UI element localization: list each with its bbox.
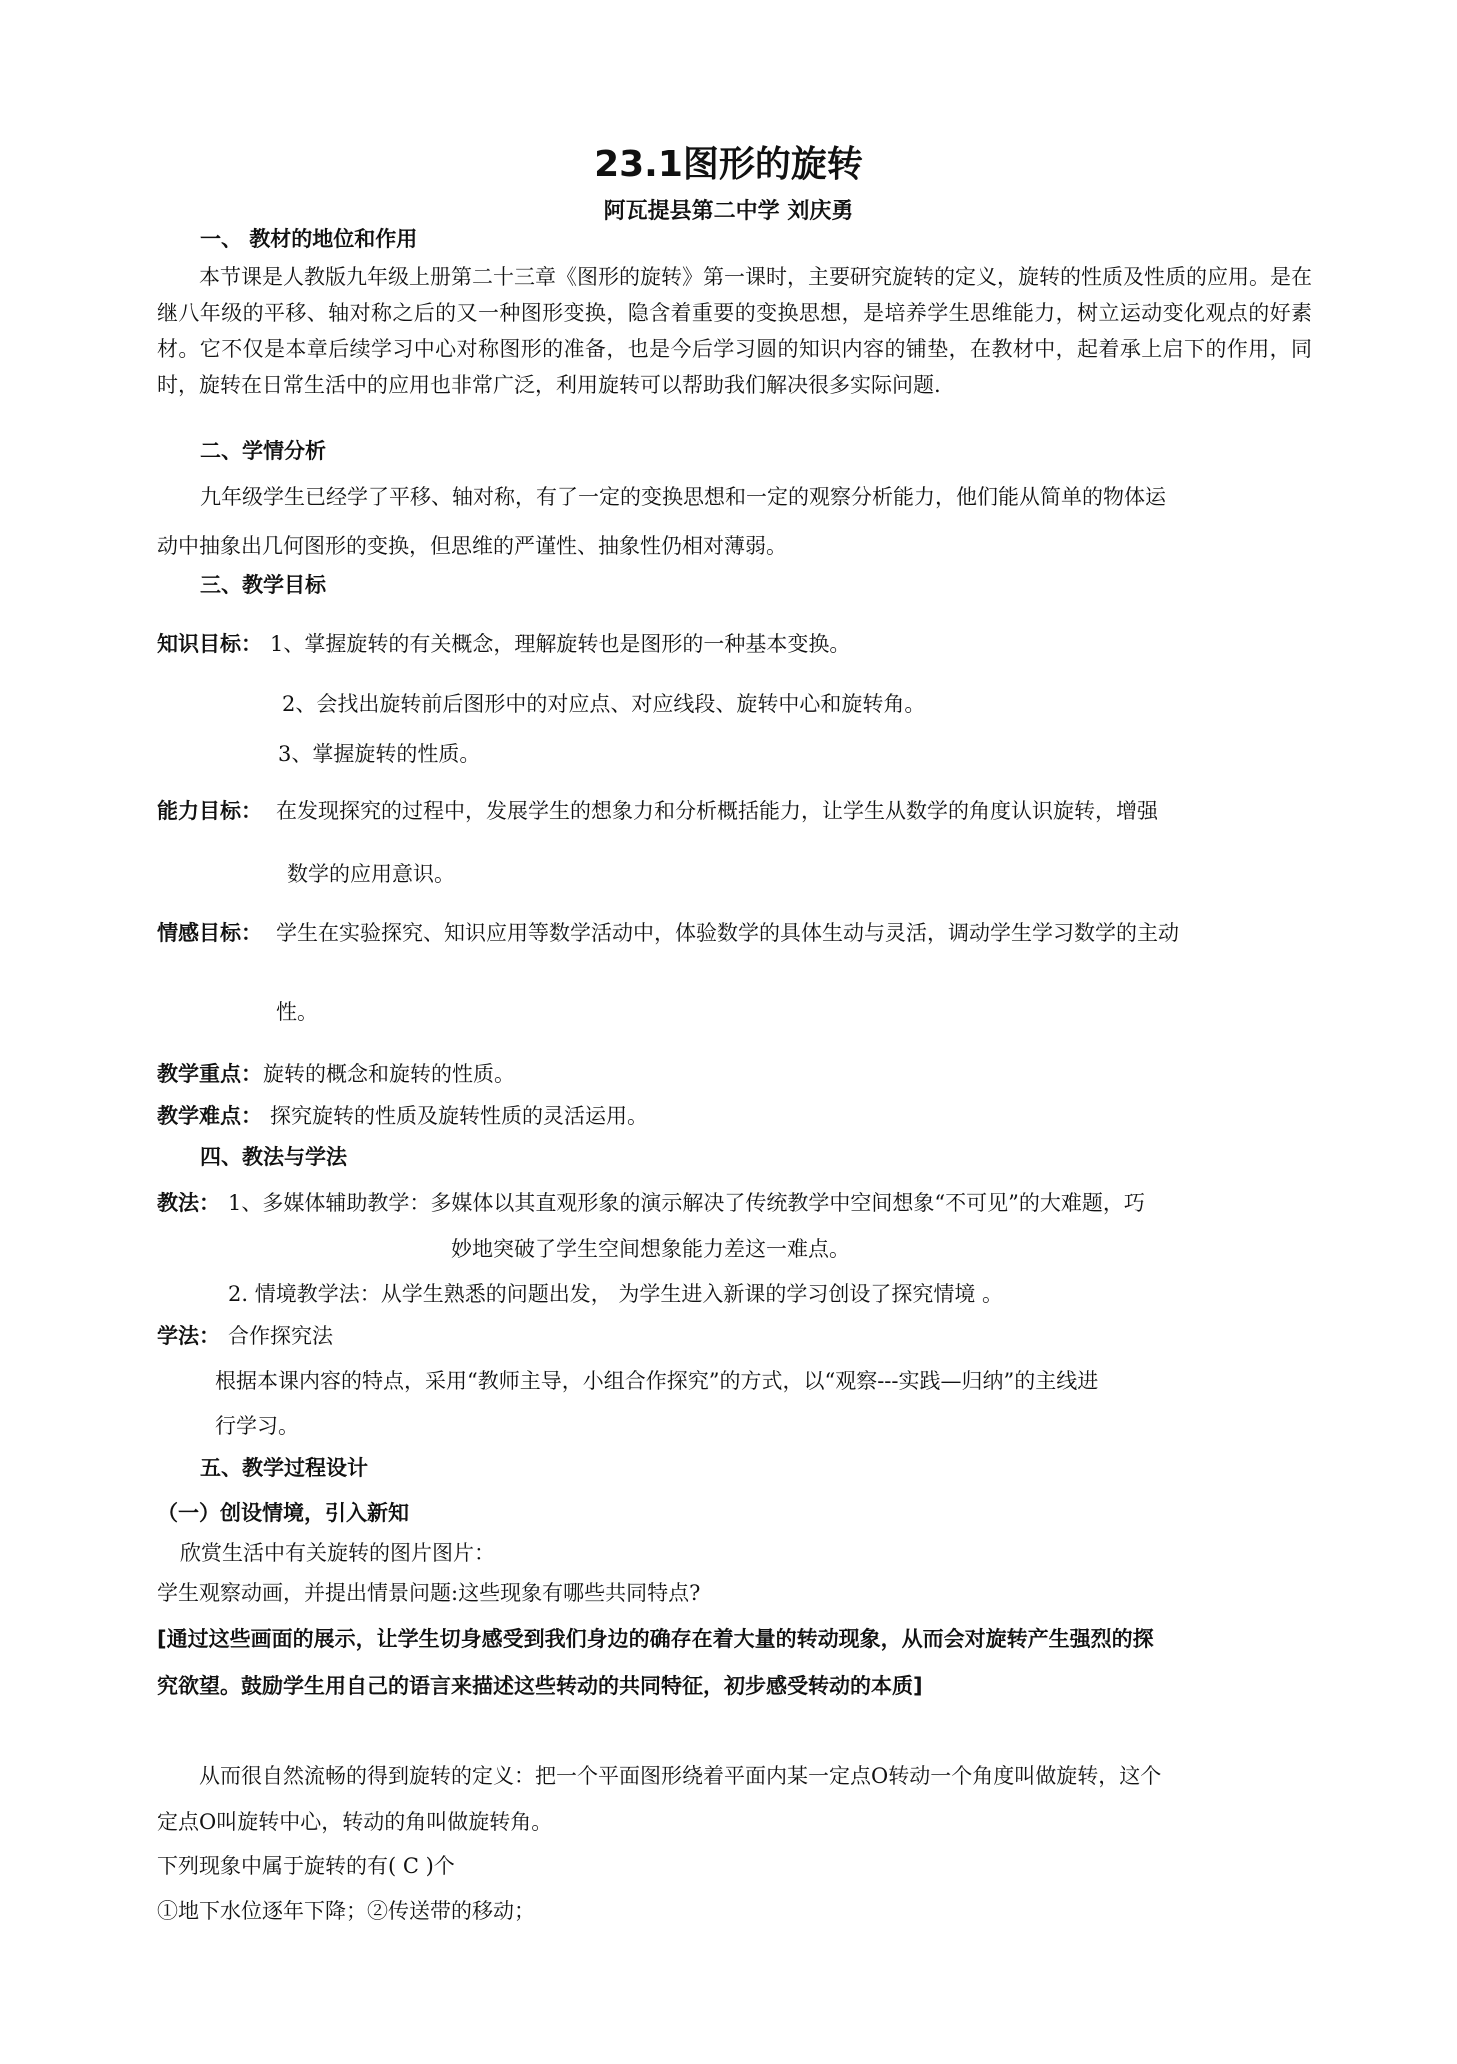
section-1-body: 本节课是人教版九年级上册第二十三章《图形的旋转》第一课时，主要研究旋转的定义，旋转的性质及性质的应用。是在继八年级的平移、轴对称之后的又一种图形变换，隐含着重要的变换思想，是培养学生思维能力，树立运动变化观点的好素材。它不仅是本章后续学习中心对称图形的准备，也是今后学习圆的知识内容的铺垫，在教材中，起着承上启下的作用，同时，旋转在日常生活中的应用也非常广泛，利用旋转可以帮助我们解决很多实际问题. xyxy=(157,265,1312,397)
teaching-method-1-line-2: 妙地突破了学生空间想象能力差这一难点。 xyxy=(451,1237,850,1261)
learning-method-label: 学法： xyxy=(157,1324,220,1348)
key-point-label: 教学重点： xyxy=(157,1062,262,1086)
question-options: ①地下水位逐年下降；②传送带的移动； xyxy=(157,1899,535,1923)
section-4-heading: 四、教法与学法 xyxy=(200,1145,347,1169)
page-title: 23.1图形的旋转 xyxy=(594,144,863,185)
knowledge-goal-3: 3、掌握旋转的性质。 xyxy=(278,742,481,766)
subsection-1-heading: （一）创设情境，引入新知 xyxy=(157,1501,409,1525)
ability-goal-line-2: 数学的应用意识。 xyxy=(287,862,455,886)
question-line: 下列现象中属于旋转的有( C )个 xyxy=(157,1854,455,1878)
section-3-heading: 三、教学目标 xyxy=(200,573,326,597)
section-2-heading: 二、学情分析 xyxy=(200,439,326,463)
learning-method-line-2: 行学习。 xyxy=(215,1414,299,1438)
section-5-heading: 五、教学过程设计 xyxy=(200,1456,368,1480)
emotion-goal-label: 情感目标： xyxy=(157,921,262,945)
author-line: 阿瓦提县第二中学 刘庆勇 xyxy=(603,199,854,224)
difficult-point-text: 探究旋转的性质及旋转性质的灵活运用。 xyxy=(270,1104,648,1128)
teaching-method-2: 2. 情境教学法：从学生熟悉的问题出发， 为学生进入新课的学习创设了探究情境 。 xyxy=(228,1282,1004,1306)
definition-line-2: 定点O叫旋转中心，转动的角叫做旋转角。 xyxy=(157,1810,553,1834)
learning-method-line-1: 根据本课内容的特点，采用“教师主导，小组合作探究”的方式，以“观察---实践—归纳”的主线进 xyxy=(215,1369,1099,1393)
section-2-line-2: 动中抽象出几何图形的变换，但思维的严谨性、抽象性仍相对薄弱。 xyxy=(157,534,787,558)
highlight-line-1: [通过这些画面的展示，让学生切身感受到我们身边的确存在着大量的转动现象，从而会对旋转产生强烈的探 xyxy=(157,1627,1154,1651)
subsection-1-para-2: 学生观察动画，并提出情景问题:这些现象有哪些共同特点? xyxy=(157,1581,701,1605)
knowledge-goal-label: 知识目标： xyxy=(157,632,262,656)
subsection-1-para-1: 欣赏生活中有关旋转的图片图片： xyxy=(180,1541,495,1565)
knowledge-goal-1: 1、掌握旋转的有关概念，理解旋转也是图形的一种基本变换。 xyxy=(270,632,851,656)
teaching-method-label: 教法： xyxy=(157,1191,220,1215)
knowledge-goal-2: 2、会找出旋转前后图形中的对应点、对应线段、旋转中心和旋转角。 xyxy=(282,692,926,716)
ability-goal-line-1: 在发现探究的过程中，发展学生的想象力和分析概括能力，让学生从数学的角度认识旋转，增强 xyxy=(276,799,1158,823)
emotion-goal-line-2: 性。 xyxy=(276,1000,318,1024)
emotion-goal-line-1: 学生在实验探究、知识应用等数学活动中，体验数学的具体生动与灵活，调动学生学习数学的主动 xyxy=(276,921,1179,945)
highlight-line-2: 究欲望。鼓励学生用自己的语言来描述这些转动的共同特征，初步感受转动的本质] xyxy=(157,1674,923,1698)
section-1-heading: 一、 教材的地位和作用 xyxy=(200,227,418,251)
difficult-point-label: 教学难点： xyxy=(157,1104,262,1128)
teaching-method-1-line-1: 1、多媒体辅助教学：多媒体以其直观形象的演示解决了传统教学中空间想象“不可见”的大难题，巧 xyxy=(228,1191,1145,1215)
section-2-line-1: 九年级学生已经学了平移、轴对称，有了一定的变换思想和一定的观察分析能力，他们能从简单的物体运 xyxy=(200,485,1166,509)
definition-line-1: 从而很自然流畅的得到旋转的定义：把一个平面图形绕着平面内某一定点O转动一个角度叫做旋转，这个 xyxy=(199,1764,1162,1788)
key-point-text: 旋转的概念和旋转的性质。 xyxy=(263,1062,515,1086)
learning-method-text: 合作探究法 xyxy=(228,1324,333,1348)
ability-goal-label: 能力目标： xyxy=(157,799,262,823)
